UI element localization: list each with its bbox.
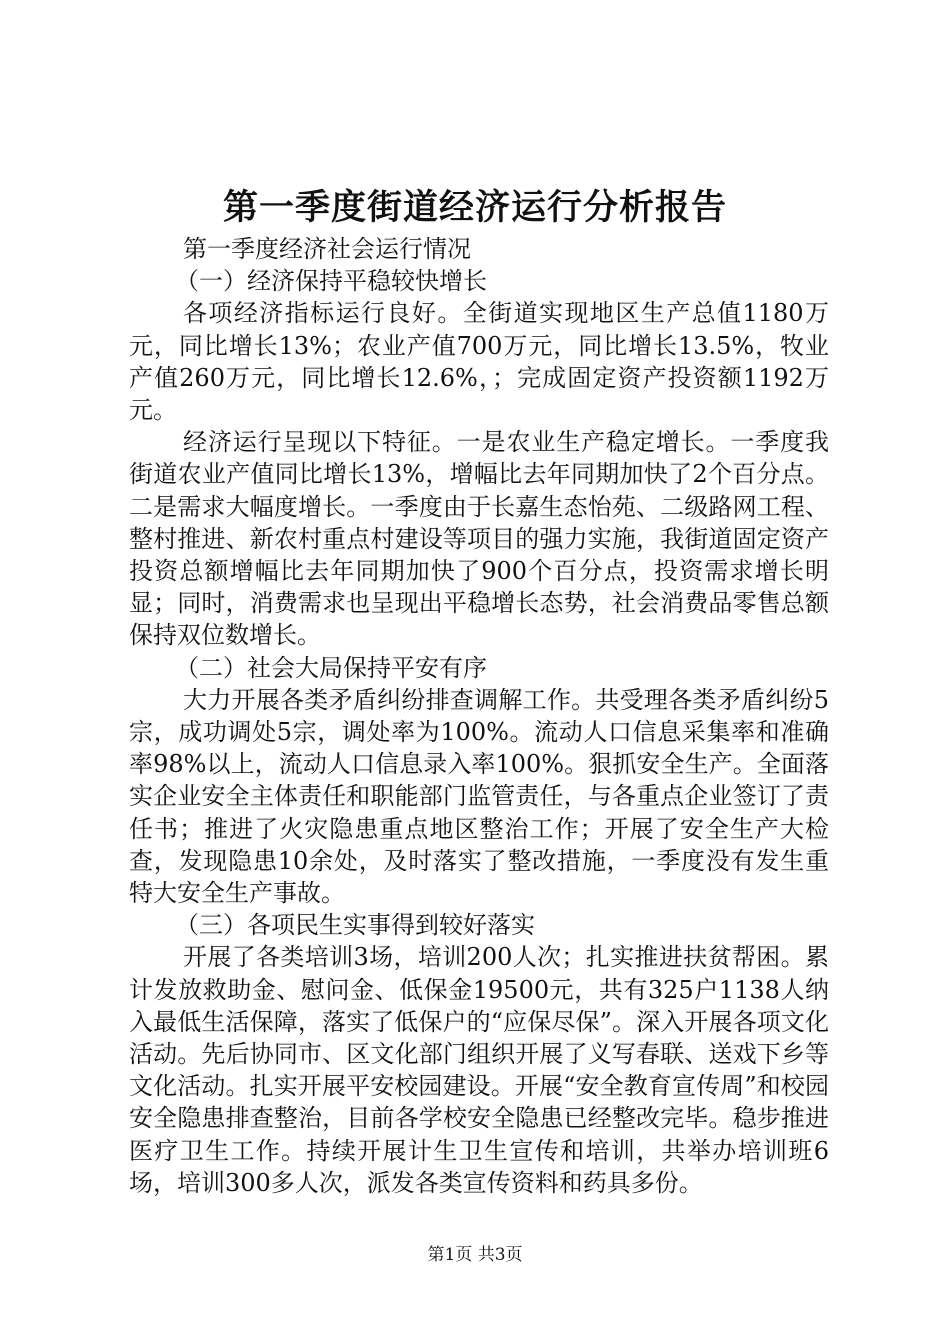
body-paragraph: 开展了各类培训3场，培训200人次；扎实推进扶贫帮困。累计发放救助金、慰问金、低保金19500元，共有325户1138人纳入最低生活保障，落实了低保户的“应保尽保”。深入开展各项文化活动。先后协同市、区文化部门组织开展了义写春联、送戏下乡等文化活动。扎实开展平安校园建设。开展“安全教育宣传周”和校园安全隐患排查整治，目前各学校安全隐患已经整改完毕。稳步推进医疗卫生工作。持续开展计生卫生宣传和培训，共举办培训班6场，培训300多人次，派发各类宣传资料和药具多份。 xyxy=(129,943,829,1197)
section-heading: 第一季度经济社会运行情况 xyxy=(183,235,471,263)
body-paragraph: 大力开展各类矛盾纠纷排查调解工作。共受理各类矛盾纠纷5宗，成功调处5宗，调处率为100%。流动人口信息采集率和准确率98%以上，流动人口信息录入率100%。狠抓安全生产。全面落实企业安全主体责任和职能部门监管责任，与各重点企业签订了责任书；推进了火灾隐患重点地区整治工作；开展了安全生产大检查，发现隐患10余处，及时落实了整改措施，一季度没有发生重特大安全生产事故。 xyxy=(129,685,829,908)
body-paragraph: 各项经济指标运行良好。全街道实现地区生产总值1180万元，同比增长13%；农业产值700万元，同比增长13.5%，牧业产值260万元，同比增长12.6%，；完成固定资产投资额1192万元。 xyxy=(129,299,829,425)
subsection-heading: （二）社会大局保持平安有序 xyxy=(175,653,487,682)
page-footer: 第1页 共3页 xyxy=(427,1245,523,1265)
subsection-heading: （三）各项民生实事得到较好落实 xyxy=(175,911,535,940)
document-body xyxy=(129,233,829,1199)
subsection-heading: （一）经济保持平稳较快增长 xyxy=(175,267,487,296)
body-paragraph: 经济运行呈现以下特征。一是农业生产稳定增长。一季度我街道农业产值同比增长13%，增幅比去年同期加快了2个百分点。二是需求大幅度增长。一季度由于长嘉生态怡苑、二级路网工程、整村推进、新农村重点村建设等项目的强力实施，我街道固定资产投资总额增幅比去年同期加快了900个百分点，投资需求增长明显；同时，消费需求也呈现出平稳增长态势，社会消费品零售总额保持双位数增长。 xyxy=(129,428,829,650)
document-title: 第一季度街道经济运行分析报告 xyxy=(222,187,727,228)
